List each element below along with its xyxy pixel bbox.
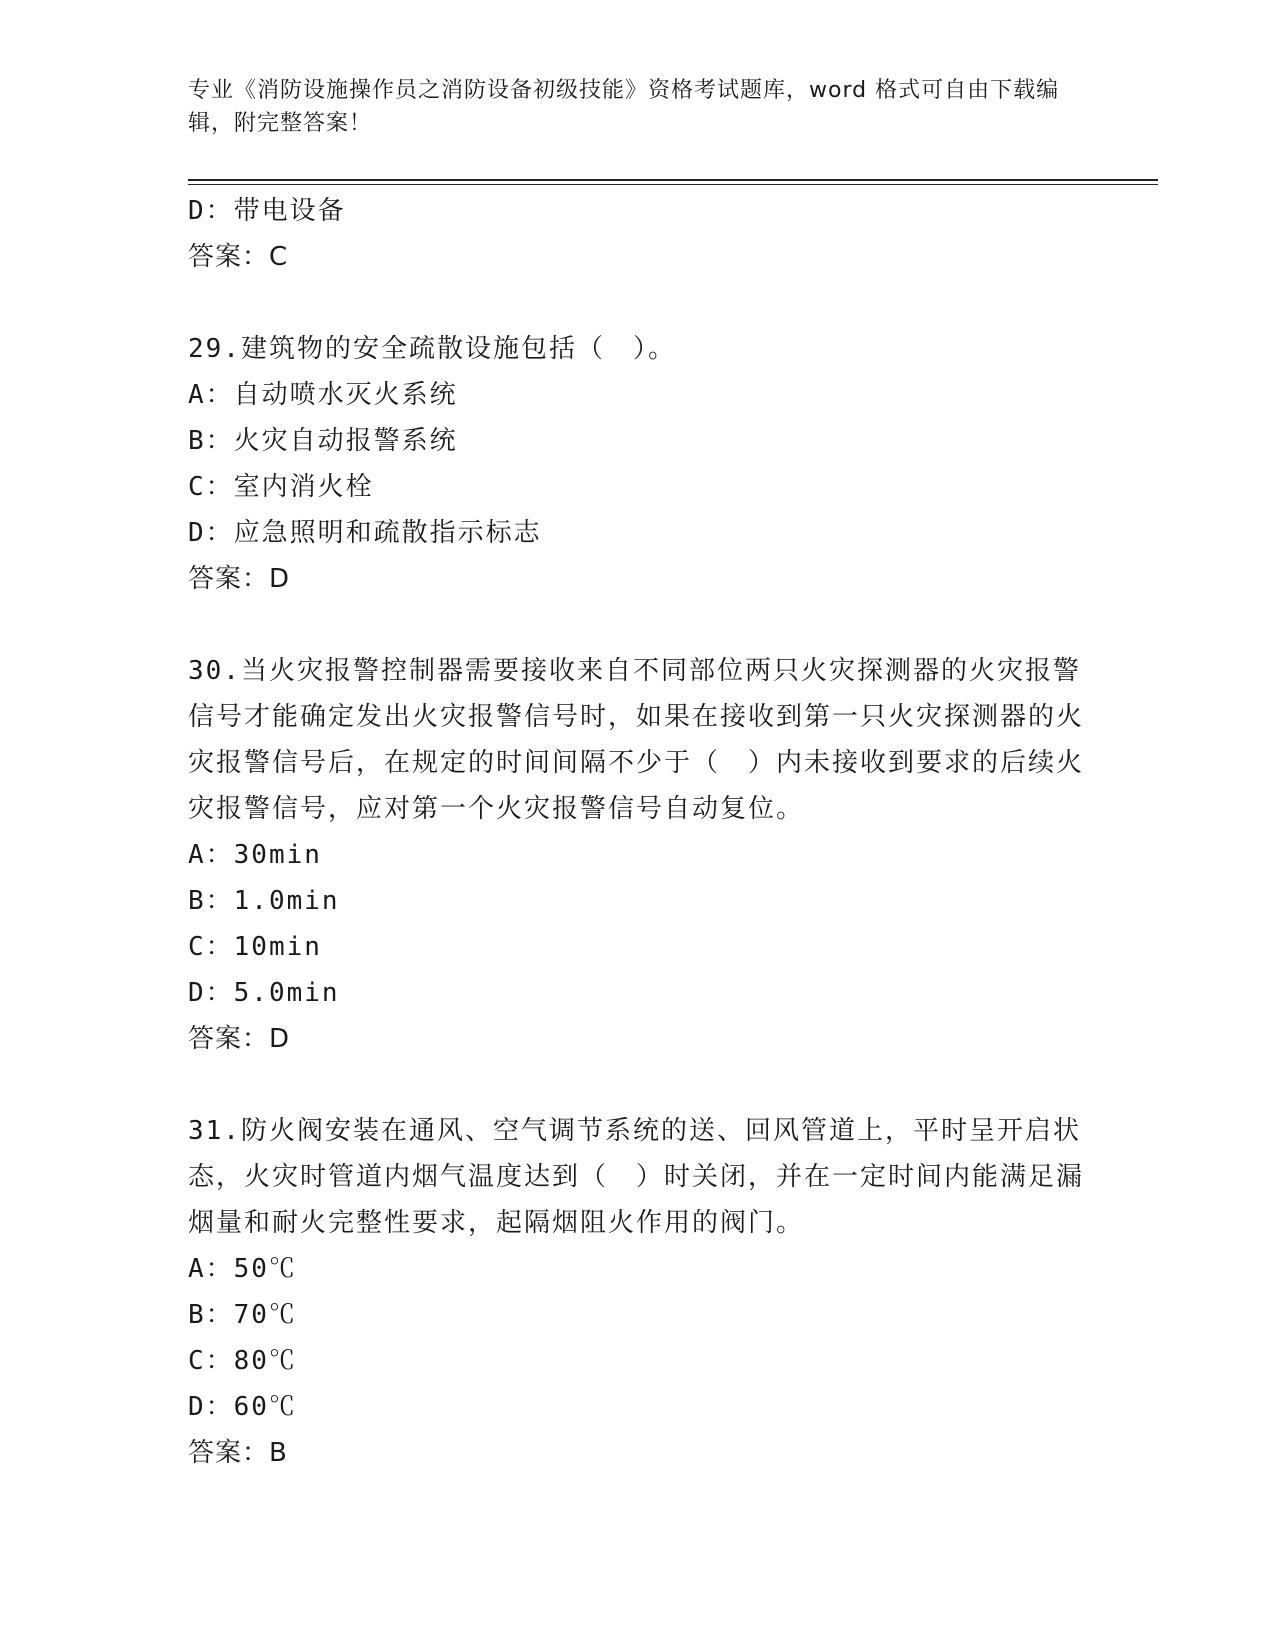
carryover-option-d: D：带电设备 xyxy=(188,196,346,226)
answer-line: 答案：D xyxy=(188,1024,291,1054)
option-a: A：自动喷水灭火系统 xyxy=(188,380,458,410)
option-a: A：30min xyxy=(188,840,322,870)
option-b: B：1.0min xyxy=(188,886,340,916)
option-c: C：室内消火栓 xyxy=(188,472,374,502)
answer-line: 答案：D xyxy=(188,564,291,594)
spacer xyxy=(188,1062,1088,1108)
option-c: C：80℃ xyxy=(188,1346,297,1376)
answer-line: 答案：B xyxy=(188,1438,288,1468)
question-29 xyxy=(188,326,1088,602)
question-30 xyxy=(188,648,1088,1062)
question-31 xyxy=(188,1108,1088,1476)
question-stem: 31.防火阀安装在通风、空气调节系统的送、回风管道上，平时呈开启状态，火灾时管道内烟气温度达到（ ）时关闭，并在一定时间内能满足漏烟量和耐火完整性要求，起隔烟阻火作用的阀门。 xyxy=(188,1116,1085,1238)
option-d: D：5.0min xyxy=(188,978,340,1008)
question-content xyxy=(188,188,1088,1476)
question-stem: 30.当火灾报警控制器需要接收来自不同部位两只火灾探测器的火灾报警信号才能确定发出火灾报警信号时，如果在接收到第一只火灾探测器的火灾报警信号后，在规定的时间间隔不少于（ ）内未接收到要求的后续火灾报警信号，应对第一个火灾报警信号自动复位。 xyxy=(188,656,1085,824)
spacer xyxy=(188,280,1088,326)
option-d: D：60℃ xyxy=(188,1392,297,1422)
option-c: C：10min xyxy=(188,932,322,962)
document-header: 专业《消防设施操作员之消防设备初级技能》资格考试题库，word 格式可自由下载编辑，附完整答案！ xyxy=(188,78,1060,136)
option-b: B：70℃ xyxy=(188,1300,297,1330)
spacer xyxy=(188,602,1088,648)
option-a: A：50℃ xyxy=(188,1254,297,1284)
option-d: D：应急照明和疏散指示标志 xyxy=(188,518,542,548)
carryover-answer: 答案：C xyxy=(188,242,289,272)
header-divider-thick xyxy=(188,179,1158,181)
header-divider-thin xyxy=(188,184,1158,185)
option-b: B：火灾自动报警系统 xyxy=(188,426,458,456)
question-stem: 29.建筑物的安全疏散设施包括（ ）。 xyxy=(188,334,676,364)
